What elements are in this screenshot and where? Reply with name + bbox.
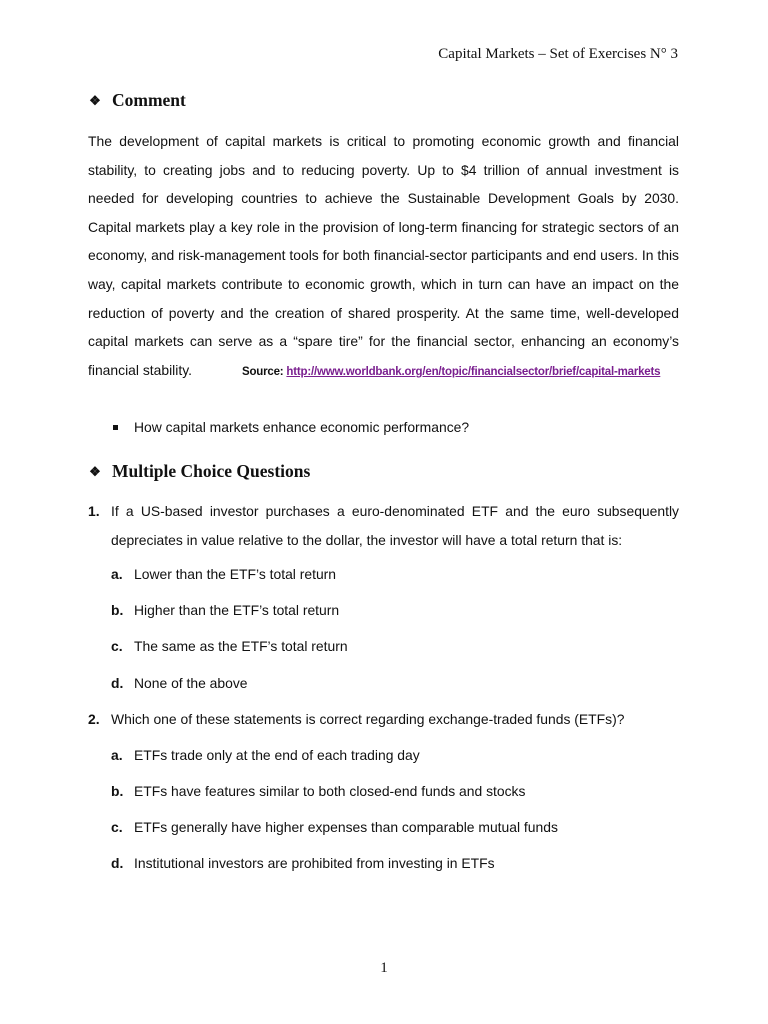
mcq-heading: [88, 461, 310, 482]
option-text: None of the above: [134, 675, 248, 691]
option-text: ETFs trade only at the end of each trading day: [134, 747, 420, 763]
diamond-bullet-icon: ❖: [89, 92, 101, 108]
diamond-bullet-icon: ❖: [89, 463, 101, 479]
mcq-heading-text: Multiple Choice Questions: [112, 461, 311, 481]
option-2c: [111, 819, 558, 835]
option-letter: c.: [111, 638, 123, 654]
option-text: ETFs have features similar to both closed-end funds and stocks: [134, 783, 526, 799]
square-bullet-icon: [113, 425, 118, 430]
option-2d: [111, 855, 495, 871]
option-1b: [111, 602, 339, 618]
source-link[interactable]: http://www.worldbank.org/en/topic/financialsector/brief/capital-markets: [286, 366, 661, 378]
discussion-bullet-text: How capital markets enhance economic performance?: [134, 419, 470, 435]
option-1c: [111, 638, 348, 654]
page-header: Capital Markets – Set of Exercises N° 3: [438, 46, 678, 62]
option-text: Higher than the ETF’s total return: [134, 602, 340, 618]
discussion-bullet: [113, 419, 469, 435]
option-text: Institutional investors are prohibited from investing in ETFs: [134, 855, 495, 871]
option-1a: [111, 566, 336, 582]
question-text: Which one of these statements is correct regarding exchange-traded funds (ETFs)?: [111, 711, 625, 727]
page-number: 1: [380, 960, 388, 976]
source-citation: [242, 366, 660, 378]
option-letter: d.: [111, 855, 124, 871]
question-number: 1.: [88, 503, 100, 519]
option-letter: a.: [111, 747, 123, 763]
option-1d: [111, 675, 248, 691]
source-label: Source:: [242, 366, 284, 378]
question-2: [88, 705, 679, 734]
option-letter: b.: [111, 783, 124, 799]
question-text: If a US-based investor purchases a euro-denominated ETF and the euro subsequently depreciates in value relative to the dollar, the investor will have a total return that is:: [111, 503, 679, 548]
option-letter: d.: [111, 675, 124, 691]
option-2a: [111, 747, 420, 763]
comment-paragraph: The development of capital markets is critical to promoting economic growth and financial stability, to creating jobs and to reducing poverty. Up to $4 trillion of annual investment is needed for developing countries to achieve the Sustainable Development Goals by 2030. Capital markets play a key role in the provision of long-term financing for strategic sectors of an economy, and risk-management tools for both financial-sector participants and end users. In this way, capital markets contribute to economic growth, which in turn can have an impact on the reduction of poverty and the creation of shared prosperity. At the same time, well-developed capital markets can serve as a “spare tire” for the financial sector, enhancing an economy’s financial stability.: [88, 133, 679, 378]
option-2b: [111, 783, 525, 799]
option-text: The same as the ETF’s total return: [134, 638, 348, 654]
comment-heading-text: Comment: [112, 90, 186, 110]
question-1: [88, 497, 679, 554]
question-number: 2.: [88, 711, 100, 727]
comment-heading: [88, 90, 186, 111]
option-text: ETFs generally have higher expenses than comparable mutual funds: [134, 819, 558, 835]
option-text: Lower than the ETF’s total return: [134, 566, 337, 582]
option-letter: c.: [111, 819, 123, 835]
option-letter: a.: [111, 566, 123, 582]
option-letter: b.: [111, 602, 124, 618]
